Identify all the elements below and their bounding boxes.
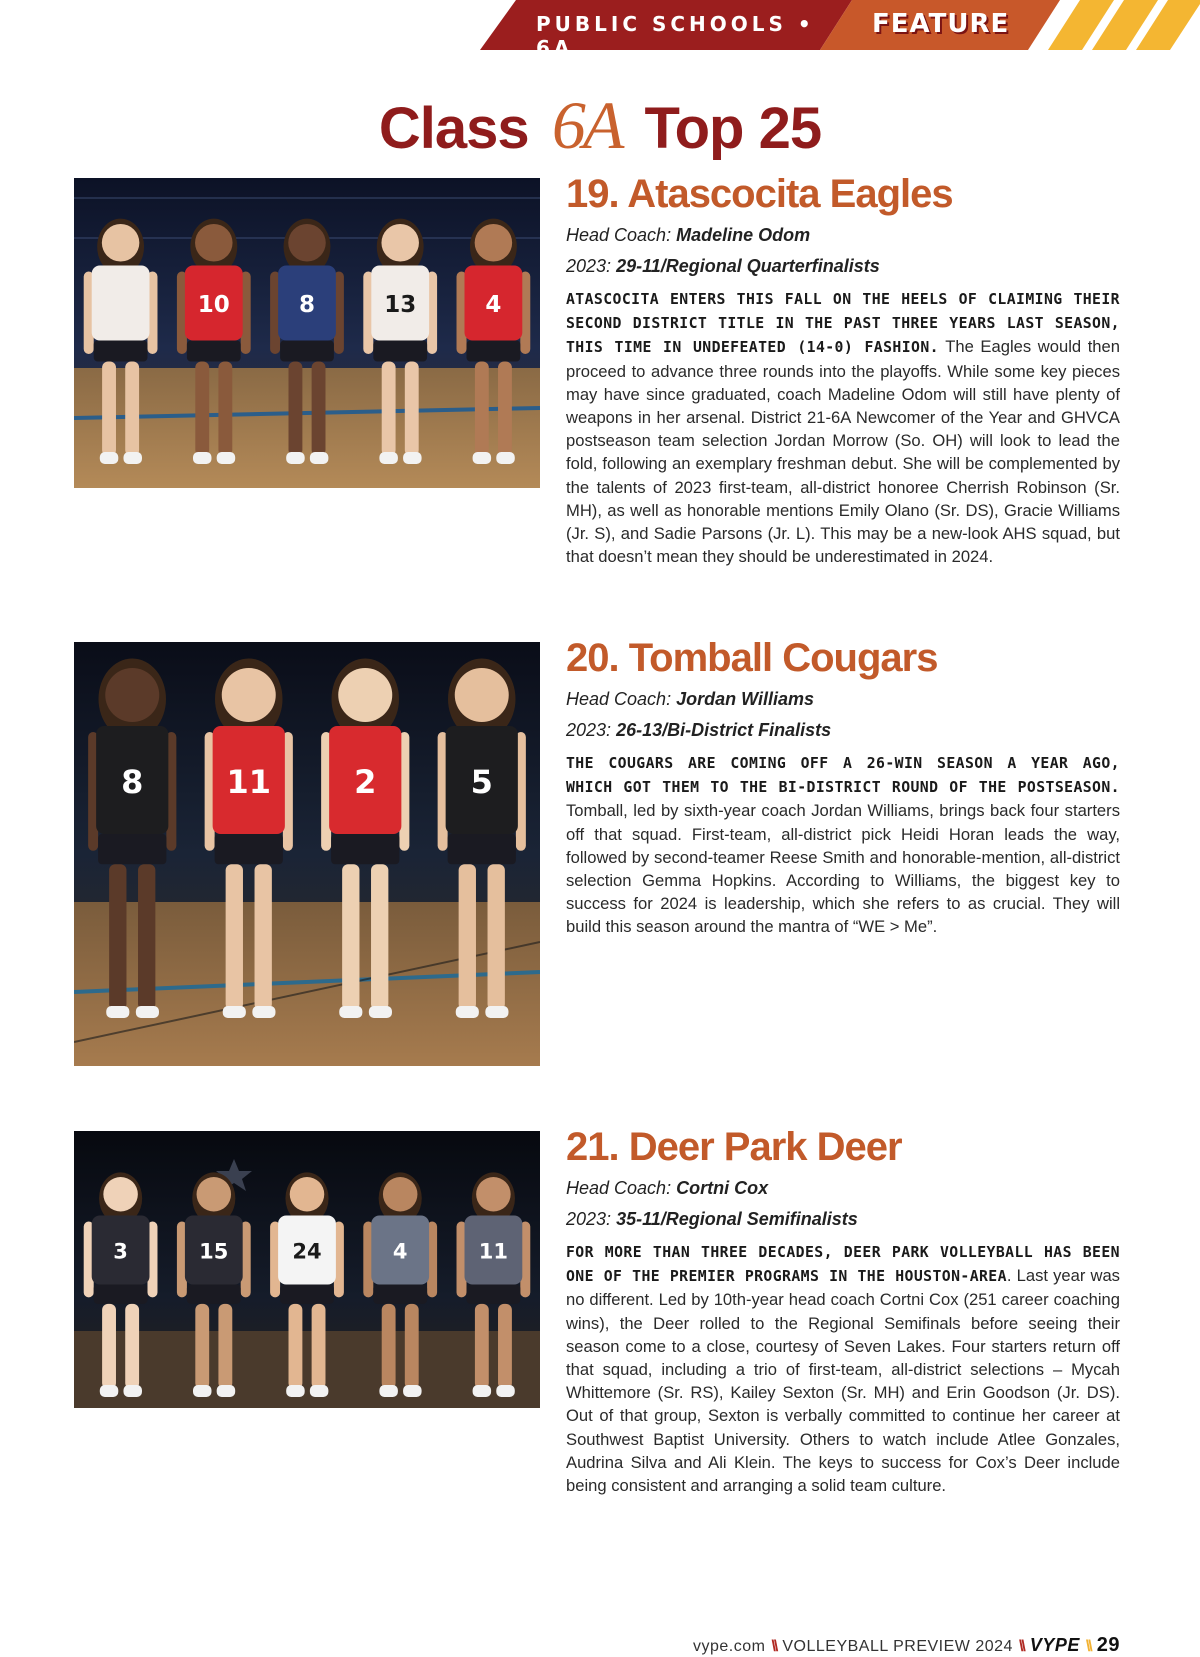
footer-brand-logo: VYPE bbox=[1029, 1635, 1080, 1655]
footer-site[interactable]: vype.com bbox=[693, 1638, 766, 1655]
jersey-number: 13 bbox=[384, 292, 417, 318]
page-title-post: Top 25 bbox=[644, 96, 822, 161]
jersey-number: 5 bbox=[470, 762, 493, 801]
head-coach-label: Head Coach: bbox=[566, 689, 672, 709]
record-line bbox=[566, 256, 1120, 277]
team-title: 20. Tomball Cougars bbox=[566, 636, 938, 680]
head-coach-name: Madeline Odom bbox=[676, 225, 811, 245]
record-line bbox=[566, 1209, 1120, 1230]
jersey-number: 8 bbox=[121, 762, 144, 801]
page-number: 29 bbox=[1096, 1634, 1120, 1656]
page-title bbox=[0, 86, 1200, 165]
jersey-number: 8 bbox=[298, 292, 316, 318]
article-body: Tomball, led by sixth-year coach Jordan Williams, brings back four starters off that squad. First-team, all-district pick Heidi Horan leads the way, followed by second-teamer Reese Smith and honorable-mention, all-district selection Gemma Hopkins. According to Williams, the biggest key to success for 2024 is leadership, which she refers to as crucial. They will build this season around the mantra of “WE > Me”. bbox=[566, 801, 1120, 937]
team-article bbox=[566, 1240, 1120, 1497]
section-banner bbox=[480, 0, 1200, 60]
jersey-number: 4 bbox=[392, 1239, 408, 1264]
banner-feature-label: FEATURE bbox=[872, 9, 1010, 39]
jersey-number: 15 bbox=[199, 1239, 229, 1264]
page-title-class: 6A bbox=[551, 87, 622, 163]
jersey-number: 4 bbox=[485, 292, 502, 318]
record-value: 26-13/Bi-District Finalists bbox=[616, 720, 832, 740]
head-coach-line bbox=[566, 689, 1120, 710]
head-coach-line bbox=[566, 225, 1120, 246]
team-title: 19. Atascocita Eagles bbox=[566, 172, 953, 216]
jersey-number: 10 bbox=[197, 292, 230, 318]
team-article bbox=[566, 751, 1120, 939]
article-lead: FOR MORE THAN THREE DECADES, DEER PARK VOLLEYBALL HAS BEEN ONE OF THE PREMIER PROGRAMS IN THE HOUSTON-AREA bbox=[566, 1244, 1120, 1286]
jersey-number: 11 bbox=[478, 1239, 509, 1264]
record-label: 2023: bbox=[566, 720, 612, 740]
record-value: 35-11/Regional Semifinalists bbox=[616, 1209, 858, 1229]
page-title-pre: Class bbox=[378, 96, 529, 161]
head-coach-line bbox=[566, 1178, 1120, 1199]
jersey-number: 3 bbox=[113, 1239, 128, 1264]
footer-divider: \\ bbox=[1018, 1638, 1024, 1655]
team-entry-atascocita bbox=[566, 172, 1120, 568]
head-coach-label: Head Coach: bbox=[566, 225, 672, 245]
jersey-number: 2 bbox=[354, 762, 377, 801]
record-label: 2023: bbox=[566, 256, 612, 276]
team-photo-atascocita bbox=[74, 178, 540, 488]
head-coach-name: Cortni Cox bbox=[676, 1178, 769, 1198]
team-title: 21. Deer Park Deer bbox=[566, 1125, 902, 1169]
footer-divider: \\ bbox=[1085, 1638, 1091, 1655]
article-lead: THE COUGARS ARE COMING OFF A 26-WIN SEASON A YEAR AGO, WHICH GOT THEM TO THE BI-DISTRICT ROUND OF THE POSTSEASON. bbox=[566, 755, 1120, 797]
article-lead: ATASCOCITA ENTERS THIS FALL ON THE HEELS OF CLAIMING THEIR SECOND DISTRICT TITLE IN THE PAST THREE YEARS LAST SEASON, THIS TIME IN UNDEFEATED (14-0) FASHION. bbox=[566, 291, 1120, 357]
article-body: . Last year was no different. Led by 10th-year head coach Cortni Cox (251 career coaching wins), the Deer rolled to the Regional Semifinals before seeing their season come to a close, courtesy of Seven Lakes. Four starters return off that squad, including a trio of first-team, all-district selections – Mycah Whittemore (Sr. RS), Kailey Sexton (Sr. MH) and Erin Goodson (Jr. DS). Out of that group, Sexton is verbally committed to continue her career at Southwest Baptist University. Others to watch include Atlee Gonzales, Audrina Silva and Ali Klein. The keys to success for Cox’s Deer include being consistent and arranging a solid team culture. bbox=[566, 1266, 1120, 1496]
team-entry-deer-park bbox=[566, 1125, 1120, 1497]
team-entry-tomball bbox=[566, 636, 1120, 939]
jersey-number: 11 bbox=[226, 762, 272, 801]
record-value: 29-11/Regional Quarterfinalists bbox=[616, 256, 880, 276]
record-line bbox=[566, 720, 1120, 741]
jersey-number: 24 bbox=[292, 1239, 322, 1264]
head-coach-label: Head Coach: bbox=[566, 1178, 672, 1198]
banner-section-label: PUBLIC SCHOOLS • 6A bbox=[536, 12, 815, 60]
footer-divider: \\ bbox=[771, 1638, 777, 1655]
record-label: 2023: bbox=[566, 1209, 612, 1229]
page-footer bbox=[693, 1634, 1120, 1657]
footer-issue: VOLLEYBALL PREVIEW 2024 bbox=[782, 1638, 1013, 1655]
team-photo-tomball bbox=[74, 642, 540, 1066]
head-coach-name: Jordan Williams bbox=[676, 689, 814, 709]
team-article bbox=[566, 287, 1120, 568]
article-body: The Eagles would then proceed to advance three rounds into the playoffs. While some key pieces may have since graduated, coach Madeline Odom will still have plenty of weapons in her arsenal. District 21-6A Newcomer of the Year and GHVCA postseason team selection Jordan Morrow (So. OH) will look to lead the fold, following an exemplary freshman debut. She will be complemented by the talents of 2023 first-team, all-district honoree Cherrish Robinson (Sr. MH), as well as honorable mentions Emily Olano (Sr. DS), Gracie Williams (Jr. S), and Sadie Parsons (Jr. L). This may be a new-look AHS squad, but that doesn’t mean they should be underestimated in 2024. bbox=[566, 337, 1120, 567]
team-photo-deer-park bbox=[74, 1131, 540, 1408]
